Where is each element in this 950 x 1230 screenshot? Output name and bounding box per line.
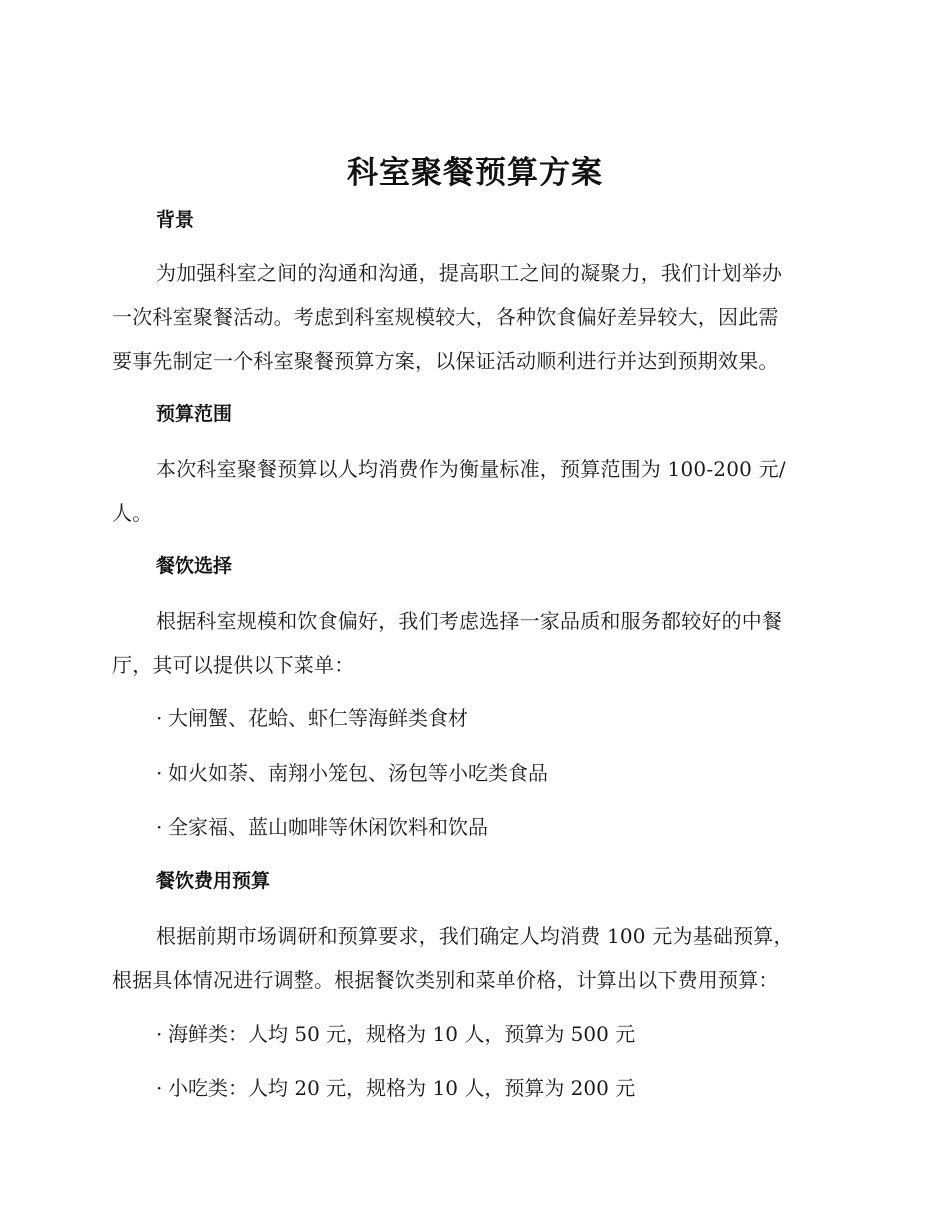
section-heading-dining-choice: 餐饮选择 — [156, 555, 233, 577]
bullet-icon: · — [156, 761, 163, 785]
paragraph-line: 要事先制定一个科室聚餐预算方案，以保证活动顺利进行并达到预期效果。 — [112, 349, 779, 373]
paragraph-line: 人。 — [112, 501, 153, 525]
page-title: 科室聚餐预算方案 — [347, 155, 603, 191]
list-item — [156, 758, 548, 788]
paragraph-line: 厅，其可以提供以下菜单： — [112, 653, 355, 677]
paragraph-budget-range — [112, 447, 832, 535]
list-item-text: 全家福、蓝山咖啡等休闲饮料和饮品 — [168, 815, 488, 839]
list-item-text: 小吃类：人均 20 元，规格为 10 人，预算为 200 元 — [168, 1076, 636, 1100]
bullet-icon: · — [156, 815, 163, 839]
paragraph-line: 本次科室聚餐预算以人均消费作为衡量标准，预算范围为 100-200 元/ — [156, 457, 786, 481]
list-item — [156, 1019, 635, 1049]
bullet-icon: · — [156, 706, 163, 730]
paragraph-background — [112, 251, 832, 383]
list-item — [156, 1073, 635, 1103]
bullet-icon: · — [156, 1022, 163, 1046]
paragraph-line: 为加强科室之间的沟通和沟通，提高职工之间的凝聚力，我们计划举办 — [156, 261, 783, 285]
section-heading-budget-range: 预算范围 — [156, 403, 233, 425]
paragraph-line: 一次科室聚餐活动。考虑到科室规模较大，各种饮食偏好差异较大，因此需 — [112, 305, 779, 329]
paragraph-dining-choice — [112, 599, 832, 687]
section-heading-background: 背景 — [156, 209, 195, 231]
paragraph-line: 根据前期市场调研和预算要求，我们确定人均消费 100 元为基础预算， — [156, 924, 794, 948]
section-heading-cost-budget: 餐饮费用预算 — [156, 870, 271, 892]
paragraph-cost-budget — [112, 914, 832, 1002]
list-item-text: 大闸蟹、花蛤、虾仁等海鲜类食材 — [168, 706, 468, 730]
bullet-icon: · — [156, 1076, 163, 1100]
list-item-text: 海鲜类：人均 50 元，规格为 10 人，预算为 500 元 — [168, 1022, 636, 1046]
paragraph-line: 根据科室规模和饮食偏好，我们考虑选择一家品质和服务都较好的中餐 — [156, 609, 783, 633]
paragraph-line: 根据具体情况进行调整。根据餐饮类别和菜单价格，计算出以下费用预算： — [112, 968, 779, 992]
list-item — [156, 812, 488, 842]
list-item-text: 如火如荼、南翔小笼包、汤包等小吃类食品 — [168, 761, 548, 785]
list-item — [156, 703, 468, 733]
